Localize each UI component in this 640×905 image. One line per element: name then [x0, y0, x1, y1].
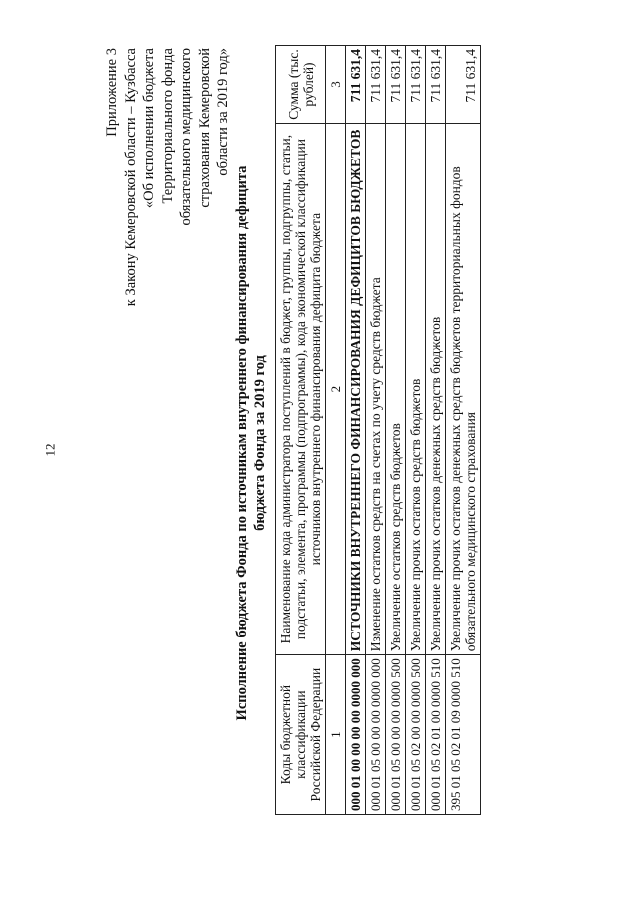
table-row — [446, 46, 481, 815]
row-code: 000 01 05 00 00 00 0000 000 — [366, 655, 386, 815]
rotated-page-content — [95, 0, 640, 905]
row-amount: 711 631,4 — [386, 46, 406, 124]
table-row — [406, 46, 426, 815]
row-code: 000 01 05 02 01 00 0000 510 — [426, 655, 446, 815]
row-amount: 711 631,4 — [426, 46, 446, 124]
row-amount: 711 631,4 — [406, 46, 426, 124]
table-row — [366, 46, 386, 815]
document-title — [233, 53, 269, 833]
row-code: 000 01 05 00 00 00 0000 500 — [386, 655, 406, 815]
row-name: Увеличение прочих остатков денежных средств бюджетов территориальных фондов обязательного медицинского страхования — [446, 124, 481, 655]
column-number: 2 — [326, 124, 346, 655]
table-row — [386, 46, 406, 815]
header-amount: Сумма (тыс. рублей) — [276, 46, 326, 124]
appendix-line: к Закону Кемеровской области – Кузбасса — [122, 48, 139, 307]
row-code: 395 01 05 02 01 09 0000 510 — [446, 655, 481, 815]
title-line: Исполнение бюджета Фонда по источникам внутреннего финансирования дефицита — [234, 165, 250, 721]
appendix-line: Территориального фонда — [159, 48, 176, 204]
appendix-line: «Об исполнении бюджета — [141, 48, 157, 209]
row-name: Увеличение прочих остатков средств бюджетов — [406, 124, 426, 655]
header-name: Наименование кода администратора поступлений в бюджет, группы, подгруппы, статьи, подстатьи, элемента, программы (подпрограммы), кода экономической классификации источников внутреннего финансирования дефицита бюджета — [276, 124, 326, 655]
appendix-line: Приложение 3 — [104, 48, 120, 137]
row-code: 000 01 00 00 00 00 0000 000 — [346, 655, 366, 815]
page-number: 12 — [42, 443, 58, 457]
row-name: Увеличение остатков средств бюджетов — [386, 124, 406, 655]
appendix-line: обязательного медицинского — [178, 48, 194, 226]
row-amount: 711 631,4 — [366, 46, 386, 124]
column-number-row — [326, 46, 346, 815]
title-line: бюджета Фонда за 2019 год — [252, 355, 268, 531]
table-row — [346, 46, 366, 815]
row-code: 000 01 05 02 00 00 0000 500 — [406, 655, 426, 815]
row-name: Изменение остатков средств на счетах по учету средств бюджета — [366, 124, 386, 655]
row-name: Увеличение прочих остатков денежных средств бюджетов — [426, 124, 446, 655]
row-amount: 711 631,4 — [446, 46, 481, 124]
row-name: ИСТОЧНИКИ ВНУТРЕННЕГО ФИНАНСИРОВАНИЯ ДЕФИЦИТОВ БЮДЖЕТОВ — [346, 124, 366, 655]
appendix-line: области за 2019 год» — [215, 48, 231, 176]
financing-sources-table — [275, 45, 481, 815]
column-number: 3 — [326, 46, 346, 124]
appendix-line: страхования Кемеровской — [196, 48, 213, 208]
table-header-row — [276, 46, 326, 815]
column-number: 1 — [326, 655, 346, 815]
appendix-note — [103, 48, 233, 348]
row-amount: 711 631,4 — [346, 46, 366, 124]
header-code: Коды бюджетной классификации Российской Федерации — [276, 655, 326, 815]
table-row — [426, 46, 446, 815]
